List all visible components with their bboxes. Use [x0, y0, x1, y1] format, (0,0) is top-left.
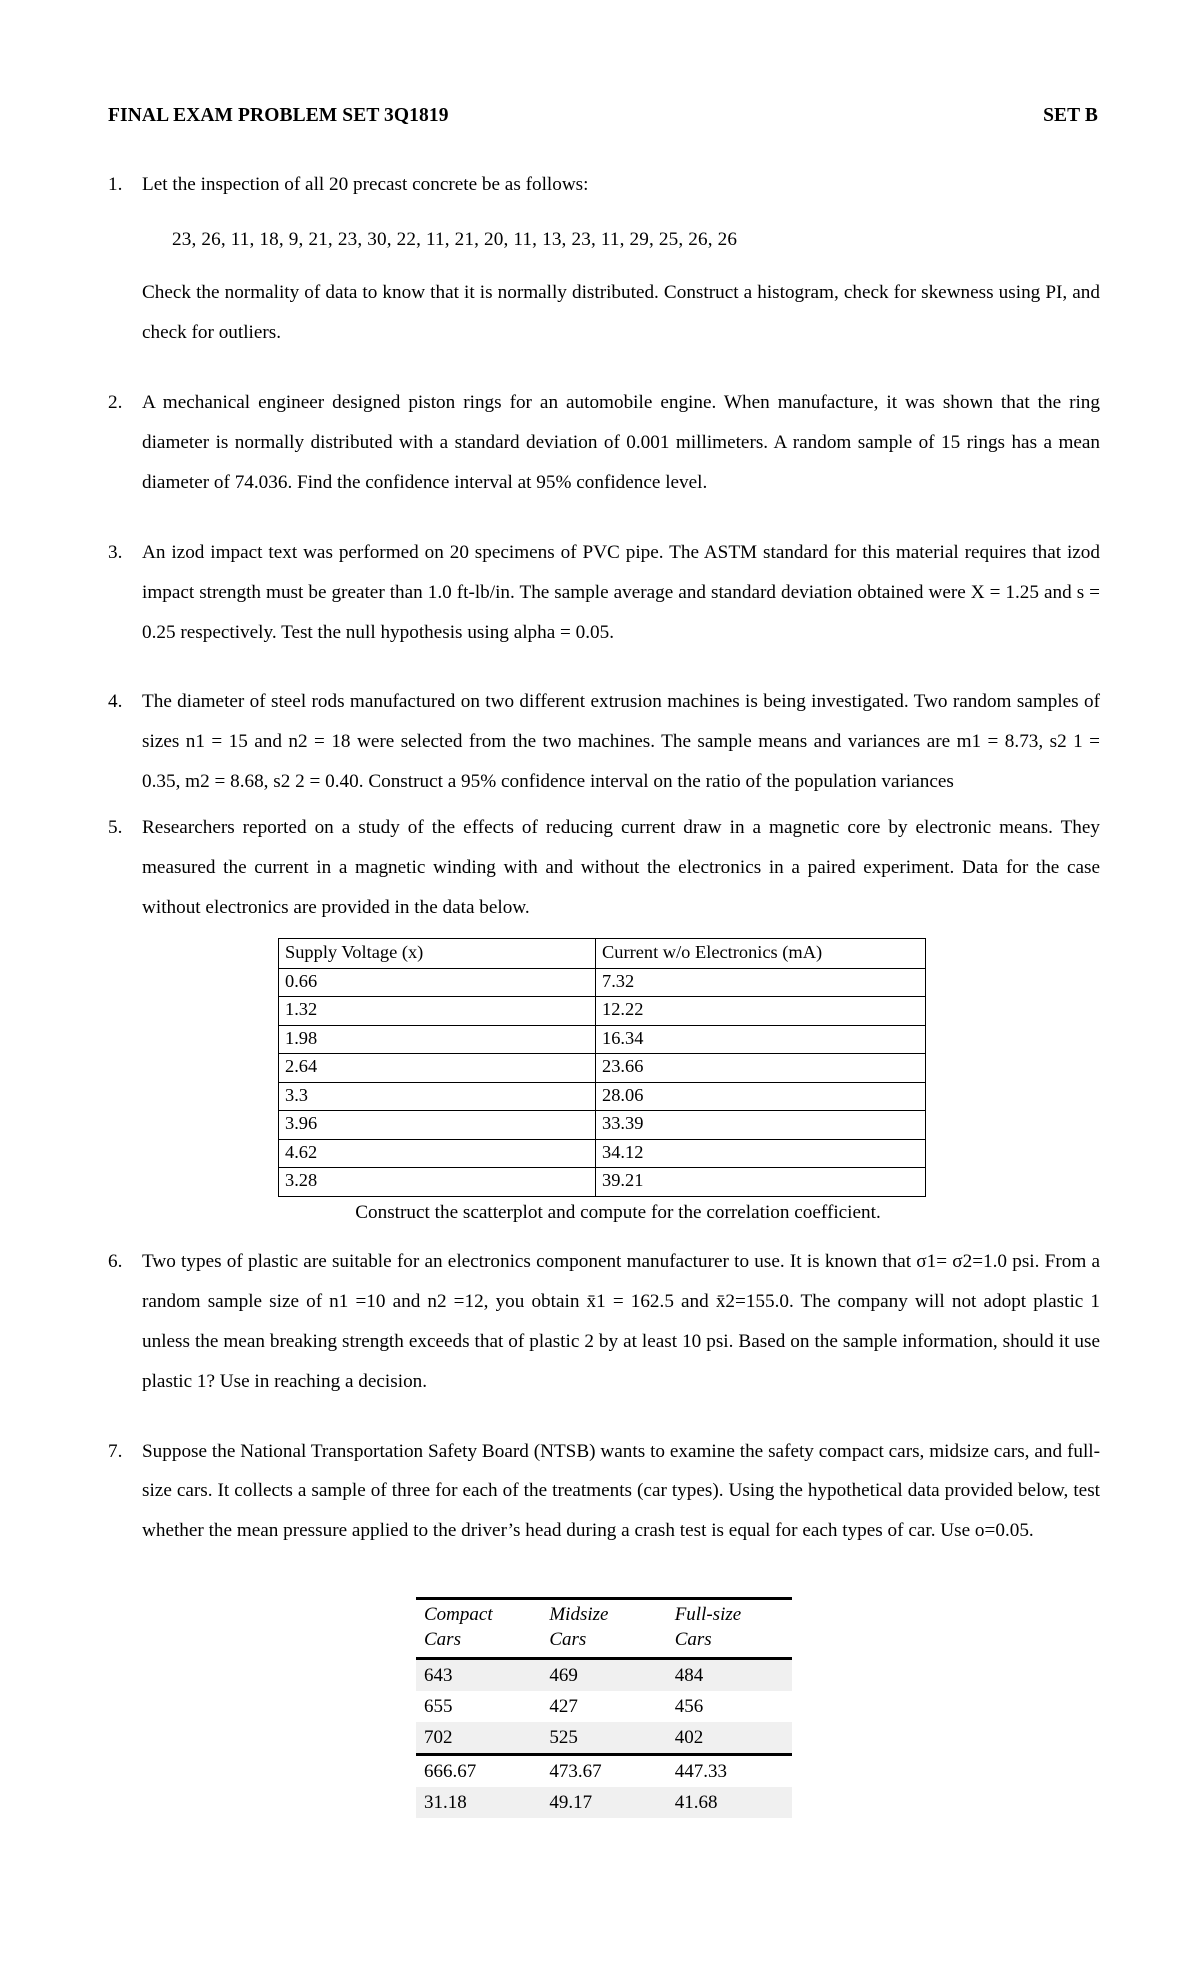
column-header-midsize-cars	[541, 1599, 666, 1658]
supply-voltage-table-wrapper	[278, 938, 926, 1197]
cell-compact-mean: 666.67	[416, 1754, 541, 1787]
cell-voltage: 4.62	[279, 1139, 596, 1168]
header-line-1: Compact	[424, 1604, 493, 1626]
problem-item-7	[108, 1432, 1100, 1552]
cell-midsize-stdev: 49.17	[541, 1787, 666, 1818]
cell-voltage: 3.96	[279, 1111, 596, 1140]
problem-item-3	[108, 533, 1100, 653]
problem-item-5	[108, 808, 1100, 928]
cell-fullsize-stdev: 41.68	[667, 1787, 792, 1818]
cell-current: 34.12	[596, 1139, 926, 1168]
table-row	[279, 997, 926, 1026]
table-row	[279, 1054, 926, 1083]
table-row	[279, 1168, 926, 1197]
problem-number: 3.	[108, 541, 123, 563]
cell-current: 28.06	[596, 1082, 926, 1111]
column-header-current: Current w/o Electronics (mA)	[596, 939, 926, 969]
problem-item-2	[108, 383, 1100, 503]
header-line-2: Cars	[674, 1629, 712, 1651]
cell-current: 23.66	[596, 1054, 926, 1083]
problem-body: Two types of plastic are suitable for an electronics component manufacturer to use. It is known that σ1= σ2=1.0 psi. From a random sample size of n1 =10 and n2 =12, you obtain x̄1 = 162.5 and x̄2=155.0. The company will not adopt plastic 1 unless the mean breaking strength exceeds that of plastic 2 by at least 10 psi. Based on the sample information, should it use plastic 1? Use in reaching a decision.	[142, 1250, 1100, 1392]
supply-voltage-table	[278, 938, 926, 1197]
cars-table-wrapper	[416, 1597, 792, 1818]
table-row	[416, 1691, 792, 1722]
cell-fullsize: 484	[667, 1658, 792, 1691]
document-header	[108, 105, 1100, 127]
table-row	[416, 1722, 792, 1755]
problem-item-1	[108, 165, 1100, 205]
cell-fullsize-mean: 447.33	[667, 1754, 792, 1787]
table-row	[279, 1025, 926, 1054]
header-line-1: Midsize	[549, 1604, 609, 1626]
problem-item-4	[108, 682, 1100, 802]
set-label: SET B	[1043, 105, 1098, 126]
problem-number: 1.	[108, 174, 123, 195]
problem-item-6	[108, 1242, 1100, 1402]
cell-voltage: 3.3	[279, 1082, 596, 1111]
cell-midsize-mean: 473.67	[541, 1754, 666, 1787]
table-header-row	[279, 939, 926, 969]
problem-body	[142, 273, 1100, 353]
column-header-supply-voltage: Supply Voltage (x)	[279, 939, 596, 969]
voltage-table-caption: Construct the scatterplot and compute for the correlation coefficient.	[355, 1201, 881, 1223]
problem-body: The diameter of steel rods manufactured on two different extrusion machines is being investigated. Two random samples of sizes n1 = 15 and n2 = 18 were selected from the two machines. The sample means and variances are m1 = 8.73, s2 1 = 0.35, m2 = 8.68, s2 2 = 0.40. Construct a 95% confidence interval on the ratio of the population variances	[142, 691, 1100, 793]
problem-body: An izod impact text was performed on 20 specimens of PVC pipe. The ASTM standard for this material requires that izod impact strength must be greater than 1.0 ft-lb/in. The sample average and standard deviation obtained were X = 1.25 and s = 0.25 respectively. Test the null hypothesis using alpha = 0.05.	[142, 541, 1100, 643]
cell-midsize: 525	[541, 1722, 666, 1755]
problem-number: 4.	[108, 691, 123, 713]
cell-current: 7.32	[596, 968, 926, 997]
cell-voltage: 1.32	[279, 997, 596, 1026]
problem-1-data-values: 23, 26, 11, 18, 9, 21, 23, 30, 22, 11, 21, 20, 11, 13, 23, 11, 29, 25, 26, 26	[172, 228, 738, 250]
table-row	[279, 1082, 926, 1111]
cell-compact: 655	[424, 1695, 453, 1717]
cell-compact-stdev: 31.18	[416, 1787, 541, 1818]
problem-body: Researchers reported on a study of the effects of reducing current draw in a magnetic core by electronic means. They measured the current in a magnetic winding with and without the electronics in a paired experiment. Data for the case without electronics are provided in the data below.	[142, 817, 1100, 919]
problem-body: Suppose the National Transportation Safety Board (NTSB) wants to examine the safety compact cars, midsize cars, and full-size cars. It collects a sample of three for each of the treatments (car types). Using the hypothetical data provided below, test whether the mean pressure applied to the driver’s head during a crash test is equal for each types of car. Use o=0.05.	[142, 1440, 1100, 1542]
table-row	[279, 1111, 926, 1140]
cars-data-table	[416, 1597, 792, 1818]
page-title: FINAL EXAM PROBLEM SET 3Q1819	[108, 105, 449, 126]
cell-fullsize: 456	[674, 1695, 704, 1717]
cell-midsize: 427	[549, 1695, 578, 1717]
table-row	[279, 1139, 926, 1168]
column-header-fullsize-cars	[667, 1599, 792, 1658]
problem-body: A mechanical engineer designed piston rings for an automobile engine. When manufacture, it was shown that the ring diameter is normally distributed with a standard deviation of 0.001 millimeters. A random sample of 15 rings has a mean diameter of 74.036. Find the confidence interval at 95% confidence level.	[142, 391, 1100, 493]
table-row	[416, 1658, 792, 1691]
table-header-row	[416, 1599, 792, 1658]
cell-voltage: 2.64	[279, 1054, 596, 1083]
problem-number: 6.	[108, 1250, 123, 1272]
cell-current: 33.39	[596, 1111, 926, 1140]
table-row-mean	[416, 1754, 792, 1787]
cell-compact: 643	[416, 1658, 541, 1691]
problem-body	[142, 165, 1100, 205]
cell-voltage: 0.66	[279, 968, 596, 997]
cell-compact: 702	[416, 1722, 541, 1755]
problem-number: 2.	[108, 391, 123, 413]
problem-1-intro: Let the inspection of all 20 precast concrete be as follows:	[142, 174, 589, 195]
cell-fullsize: 402	[667, 1722, 792, 1755]
cell-current: 12.22	[596, 997, 926, 1026]
header-line-2: Cars	[549, 1629, 587, 1651]
problem-1-instruction: Check the normality of data to know that it is normally distributed. Construct a histogram, check for skewness using PI, and check for outliers.	[142, 281, 1100, 343]
header-line-2: Cars	[424, 1629, 461, 1651]
cell-voltage: 1.98	[279, 1025, 596, 1054]
table-row-stdev	[416, 1787, 792, 1818]
problem-number: 7.	[108, 1440, 123, 1462]
cell-voltage: 3.28	[279, 1168, 596, 1197]
problem-1-instruction-row	[108, 273, 1100, 353]
header-line-1: Full-size	[674, 1604, 742, 1626]
column-header-compact-cars	[416, 1599, 541, 1658]
table-row	[279, 968, 926, 997]
problem-number: 5.	[108, 817, 123, 839]
cell-midsize: 469	[541, 1658, 666, 1691]
cell-current: 39.21	[596, 1168, 926, 1197]
cell-current: 16.34	[596, 1025, 926, 1054]
